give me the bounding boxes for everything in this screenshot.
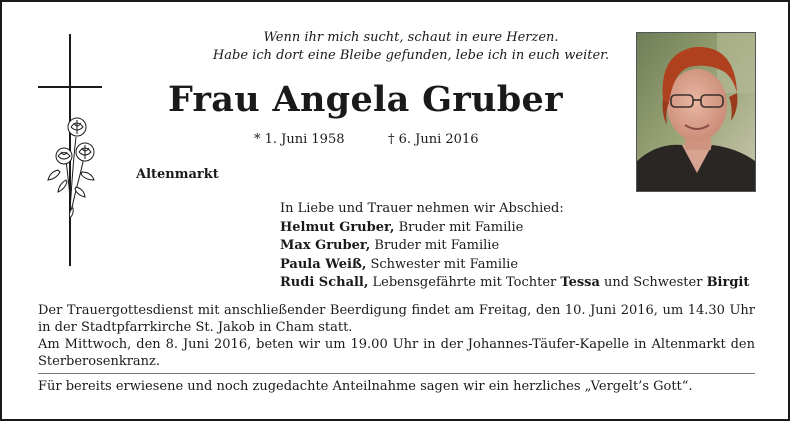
mourner-relation: Bruder mit Familie [370, 238, 500, 253]
place-of-residence: Altenmarkt [136, 167, 219, 182]
verse-line-1: Wenn ihr mich sucht, schaut in eure Herzen. [263, 30, 559, 45]
mourner-name: Helmut Gruber, [280, 219, 395, 235]
portrait-photo [636, 32, 756, 192]
thanks-text: Für bereits erwiesene und noch zugedachte Anteilnahme sagen wir ein herzliches „Vergelt’s Gott“. [38, 379, 693, 394]
mourner-name: Rudi Schall, [280, 275, 369, 290]
mourner-entry [280, 237, 749, 256]
mourner-entry [280, 219, 749, 238]
birth-date: * 1. Juni 1958 [254, 132, 345, 147]
mourner-extra-name: Birgit [706, 275, 750, 290]
service-info [38, 302, 755, 370]
mourner-name: Paula Weiß, [280, 256, 367, 272]
deceased-name: Frau Angela Gruber [168, 79, 563, 120]
mourners-list [280, 200, 749, 293]
mourner-name: Max Gruber, [280, 238, 371, 253]
cross-with-roses-icon [36, 32, 108, 272]
mourner-entry [280, 256, 749, 275]
portrait-photo-image [637, 33, 755, 191]
mourner-relation: Bruder mit Familie [394, 219, 524, 235]
rosary-text: Am Mittwoch, den 8. Juni 2016, beten wir um 19.00 Uhr in der Johannes-Täufer-Kapelle in Altenmarkt den Sterberosenkranz. [38, 337, 755, 369]
divider [38, 373, 755, 374]
life-dates [254, 132, 479, 148]
funeral-service-text: Der Trauergottesdienst mit anschließender Beerdigung findet am Freitag, den 10. Juni 2016, um 14.30 Uhr in der Stadtpfarrkirche St. Jakob in Cham statt. [38, 303, 755, 335]
mourner-entry [280, 274, 749, 293]
mourner-extra-name: Tessa [560, 275, 600, 290]
mourner-relation-mid: und Schwester [599, 275, 707, 290]
mourner-relation: Schwester mit Familie [366, 256, 519, 272]
death-date: † 6. Juni 2016 [388, 132, 479, 147]
mourners-intro: In Liebe und Trauer nehmen wir Abschied: [280, 201, 564, 216]
verse-line-2: Habe ich dort eine Bleibe gefunden, lebe ich in euch weiter. [212, 48, 610, 63]
mourner-relation: Lebensgefährte mit Tochter [368, 275, 561, 290]
